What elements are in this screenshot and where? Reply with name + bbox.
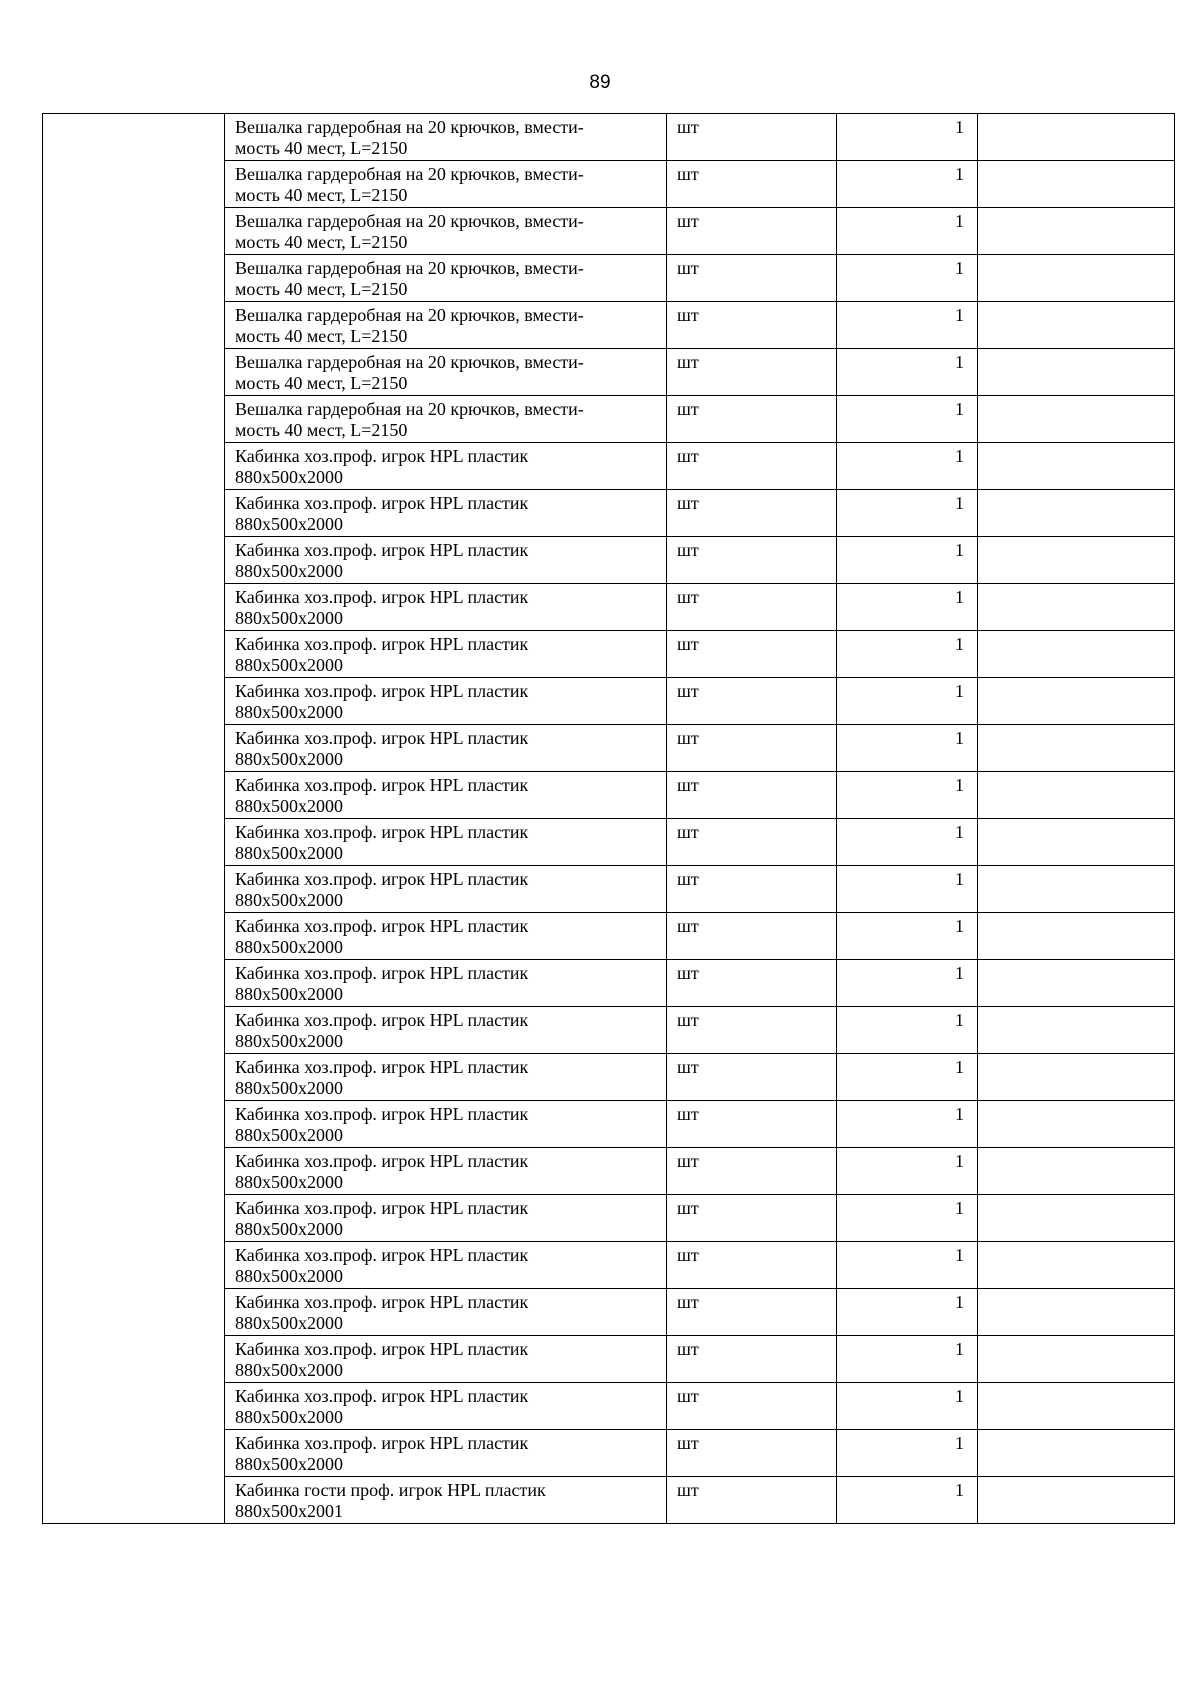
item-name-line: Вешалка гардеробная на 20 крючков, вмести-	[235, 164, 584, 184]
unit-cell: шт	[667, 1289, 837, 1336]
quantity-cell: 1	[837, 1477, 978, 1524]
item-name-line: 880х500х2000	[235, 1031, 343, 1051]
note-cell	[978, 1477, 1175, 1524]
quantity-cell: 1	[837, 678, 978, 725]
quantity-cell: 1	[837, 255, 978, 302]
note-cell	[978, 255, 1175, 302]
item-name-line: Кабинка хоз.проф. игрок HPL пластик	[235, 493, 529, 513]
item-name-line: Кабинка хоз.проф. игрок HPL пластик	[235, 869, 529, 889]
unit-cell: шт	[667, 114, 837, 161]
item-name-line: Кабинка хоз.проф. игрок HPL пластик	[235, 1386, 529, 1406]
item-name-cell	[225, 678, 667, 725]
item-name-cell	[225, 1336, 667, 1383]
item-name-cell	[225, 1383, 667, 1430]
item-name-cell	[225, 490, 667, 537]
quantity-cell: 1	[837, 1289, 978, 1336]
note-cell	[978, 584, 1175, 631]
item-name-cell	[225, 537, 667, 584]
note-cell	[978, 302, 1175, 349]
item-name-cell	[225, 631, 667, 678]
item-name-cell	[225, 960, 667, 1007]
note-cell	[978, 631, 1175, 678]
item-name-line: Кабинка хоз.проф. игрок HPL пластик	[235, 446, 529, 466]
unit-cell: шт	[667, 490, 837, 537]
unit-cell: шт	[667, 396, 837, 443]
item-name-line: 880х500х2000	[235, 796, 343, 816]
item-name-line: мость 40 мест, L=2150	[235, 185, 408, 205]
note-cell	[978, 1148, 1175, 1195]
item-name-line: 880х500х2000	[235, 1078, 343, 1098]
item-name-cell	[225, 1430, 667, 1477]
unit-cell: шт	[667, 208, 837, 255]
note-cell	[978, 1195, 1175, 1242]
quantity-cell: 1	[837, 1195, 978, 1242]
item-name-line: мость 40 мест, L=2150	[235, 138, 408, 158]
item-name-line: мость 40 мест, L=2150	[235, 326, 408, 346]
unit-cell: шт	[667, 913, 837, 960]
note-cell	[978, 1336, 1175, 1383]
item-name-line: Вешалка гардеробная на 20 крючков, вмести-	[235, 211, 584, 231]
note-cell	[978, 819, 1175, 866]
unit-cell: шт	[667, 1242, 837, 1289]
item-name-cell	[225, 913, 667, 960]
quantity-cell: 1	[837, 114, 978, 161]
quantity-cell: 1	[837, 1101, 978, 1148]
note-cell	[978, 1383, 1175, 1430]
item-name-cell	[225, 584, 667, 631]
item-name-cell	[225, 1477, 667, 1524]
item-name-line: Кабинка хоз.проф. игрок HPL пластик	[235, 587, 529, 607]
unit-cell: шт	[667, 255, 837, 302]
item-name-line: 880х500х2000	[235, 984, 343, 1004]
item-name-cell	[225, 772, 667, 819]
item-name-line: 880х500х2000	[235, 561, 343, 581]
unit-cell: шт	[667, 772, 837, 819]
unit-cell: шт	[667, 302, 837, 349]
item-name-cell	[225, 208, 667, 255]
item-name-line: 880х500х2000	[235, 1266, 343, 1286]
note-cell	[978, 678, 1175, 725]
item-name-line: Кабинка хоз.проф. игрок HPL пластик	[235, 775, 529, 795]
item-name-cell	[225, 396, 667, 443]
item-name-line: Кабинка хоз.проф. игрок HPL пластик	[235, 681, 529, 701]
quantity-cell: 1	[837, 161, 978, 208]
item-name-line: мость 40 мест, L=2150	[235, 373, 408, 393]
item-name-line: 880х500х2000	[235, 1407, 343, 1427]
item-name-line: 880х500х2000	[235, 890, 343, 910]
item-name-cell	[225, 255, 667, 302]
item-name-cell	[225, 819, 667, 866]
quantity-cell: 1	[837, 584, 978, 631]
item-name-line: Кабинка хоз.проф. игрок HPL пластик	[235, 1198, 529, 1218]
item-name-line: мость 40 мест, L=2150	[235, 279, 408, 299]
unit-cell: шт	[667, 443, 837, 490]
item-name-line: Кабинка гости проф. игрок HPL пластик	[235, 1480, 546, 1500]
item-name-cell	[225, 1007, 667, 1054]
unit-cell: шт	[667, 678, 837, 725]
quantity-cell: 1	[837, 631, 978, 678]
quantity-cell: 1	[837, 866, 978, 913]
item-name-line: Кабинка хоз.проф. игрок HPL пластик	[235, 1057, 529, 1077]
item-name-cell	[225, 302, 667, 349]
item-name-line: Кабинка хоз.проф. игрок HPL пластик	[235, 1151, 529, 1171]
item-name-line: мость 40 мест, L=2150	[235, 420, 408, 440]
unit-cell: шт	[667, 1336, 837, 1383]
note-cell	[978, 114, 1175, 161]
item-name-line: Кабинка хоз.проф. игрок HPL пластик	[235, 1292, 529, 1312]
note-cell	[978, 443, 1175, 490]
item-name-cell	[225, 725, 667, 772]
quantity-cell: 1	[837, 819, 978, 866]
item-name-cell	[225, 1289, 667, 1336]
item-name-line: 880х500х2000	[235, 749, 343, 769]
quantity-cell: 1	[837, 1383, 978, 1430]
unit-cell: шт	[667, 1383, 837, 1430]
unit-cell: шт	[667, 1148, 837, 1195]
item-name-line: Кабинка хоз.проф. игрок HPL пластик	[235, 1245, 529, 1265]
unit-cell: шт	[667, 1101, 837, 1148]
note-cell	[978, 1007, 1175, 1054]
item-name-line: 880х500х2000	[235, 1125, 343, 1145]
item-name-line: мость 40 мест, L=2150	[235, 232, 408, 252]
item-name-line: 880х500х2000	[235, 937, 343, 957]
item-name-cell	[225, 1101, 667, 1148]
item-name-line: Кабинка хоз.проф. игрок HPL пластик	[235, 916, 529, 936]
item-name-line: Вешалка гардеробная на 20 крючков, вмести-	[235, 399, 584, 419]
item-name-cell	[225, 866, 667, 913]
unit-cell: шт	[667, 1477, 837, 1524]
item-name-line: Вешалка гардеробная на 20 крючков, вмести-	[235, 305, 584, 325]
quantity-cell: 1	[837, 1054, 978, 1101]
item-name-line: Вешалка гардеробная на 20 крючков, вмести-	[235, 258, 584, 278]
specification-table-body	[43, 114, 1175, 1524]
item-name-cell	[225, 161, 667, 208]
quantity-cell: 1	[837, 772, 978, 819]
unit-cell: шт	[667, 866, 837, 913]
item-name-cell	[225, 1054, 667, 1101]
note-cell	[978, 866, 1175, 913]
quantity-cell: 1	[837, 302, 978, 349]
note-cell	[978, 1101, 1175, 1148]
table-row	[43, 114, 1175, 161]
item-name-line: Вешалка гардеробная на 20 крючков, вмести-	[235, 352, 584, 372]
unit-cell: шт	[667, 161, 837, 208]
note-cell	[978, 396, 1175, 443]
note-cell	[978, 913, 1175, 960]
unit-cell: шт	[667, 725, 837, 772]
item-name-line: 880х500х2001	[235, 1501, 343, 1521]
item-name-line: 880х500х2000	[235, 1219, 343, 1239]
item-name-line: Кабинка хоз.проф. игрок HPL пластик	[235, 963, 529, 983]
quantity-cell: 1	[837, 1336, 978, 1383]
item-name-line: Кабинка хоз.проф. игрок HPL пластик	[235, 1104, 529, 1124]
quantity-cell: 1	[837, 208, 978, 255]
note-cell	[978, 1430, 1175, 1477]
note-cell	[978, 772, 1175, 819]
item-name-cell	[225, 1195, 667, 1242]
item-name-line: Кабинка хоз.проф. игрок HPL пластик	[235, 540, 529, 560]
specification-table	[42, 113, 1175, 1524]
note-cell	[978, 537, 1175, 584]
quantity-cell: 1	[837, 1242, 978, 1289]
item-name-line: Кабинка хоз.проф. игрок HPL пластик	[235, 1010, 529, 1030]
item-name-line: Кабинка хоз.проф. игрок HPL пластик	[235, 1339, 529, 1359]
unit-cell: шт	[667, 584, 837, 631]
note-cell	[978, 208, 1175, 255]
quantity-cell: 1	[837, 913, 978, 960]
unit-cell: шт	[667, 1007, 837, 1054]
item-name-line: 880х500х2000	[235, 1172, 343, 1192]
quantity-cell: 1	[837, 349, 978, 396]
unit-cell: шт	[667, 1430, 837, 1477]
note-cell	[978, 490, 1175, 537]
note-cell	[978, 960, 1175, 1007]
unit-cell: шт	[667, 1195, 837, 1242]
item-name-line: 880х500х2000	[235, 1313, 343, 1333]
quantity-cell: 1	[837, 396, 978, 443]
item-name-cell	[225, 349, 667, 396]
note-cell	[978, 1054, 1175, 1101]
item-name-cell	[225, 1242, 667, 1289]
quantity-cell: 1	[837, 960, 978, 1007]
note-cell	[978, 725, 1175, 772]
item-name-line: 880х500х2000	[235, 702, 343, 722]
quantity-cell: 1	[837, 443, 978, 490]
quantity-cell: 1	[837, 1007, 978, 1054]
item-name-line: 880х500х2000	[235, 1454, 343, 1474]
item-name-cell	[225, 1148, 667, 1195]
unit-cell: шт	[667, 349, 837, 396]
item-name-line: 880х500х2000	[235, 514, 343, 534]
note-cell	[978, 349, 1175, 396]
item-name-line: Кабинка хоз.проф. игрок HPL пластик	[235, 728, 529, 748]
item-name-line: 880х500х2000	[235, 655, 343, 675]
item-name-line: 880х500х2000	[235, 467, 343, 487]
item-name-line: 880х500х2000	[235, 608, 343, 628]
item-name-line: Вешалка гардеробная на 20 крючков, вмести-	[235, 117, 584, 137]
note-cell	[978, 1289, 1175, 1336]
unit-cell: шт	[667, 631, 837, 678]
item-name-line: 880х500х2000	[235, 843, 343, 863]
item-name-line: Кабинка хоз.проф. игрок HPL пластик	[235, 634, 529, 654]
item-name-cell	[225, 443, 667, 490]
quantity-cell: 1	[837, 490, 978, 537]
quantity-cell: 1	[837, 1148, 978, 1195]
quantity-cell: 1	[837, 537, 978, 584]
note-cell	[978, 161, 1175, 208]
page-number: 89	[589, 72, 611, 93]
unit-cell: шт	[667, 537, 837, 584]
quantity-cell: 1	[837, 1430, 978, 1477]
unit-cell: шт	[667, 960, 837, 1007]
item-name-line: Кабинка хоз.проф. игрок HPL пластик	[235, 822, 529, 842]
item-name-cell	[225, 114, 667, 161]
quantity-cell: 1	[837, 725, 978, 772]
unit-cell: шт	[667, 1054, 837, 1101]
section-cell	[43, 114, 225, 1524]
item-name-line: Кабинка хоз.проф. игрок HPL пластик	[235, 1433, 529, 1453]
item-name-line: 880х500х2000	[235, 1360, 343, 1380]
unit-cell: шт	[667, 819, 837, 866]
note-cell	[978, 1242, 1175, 1289]
